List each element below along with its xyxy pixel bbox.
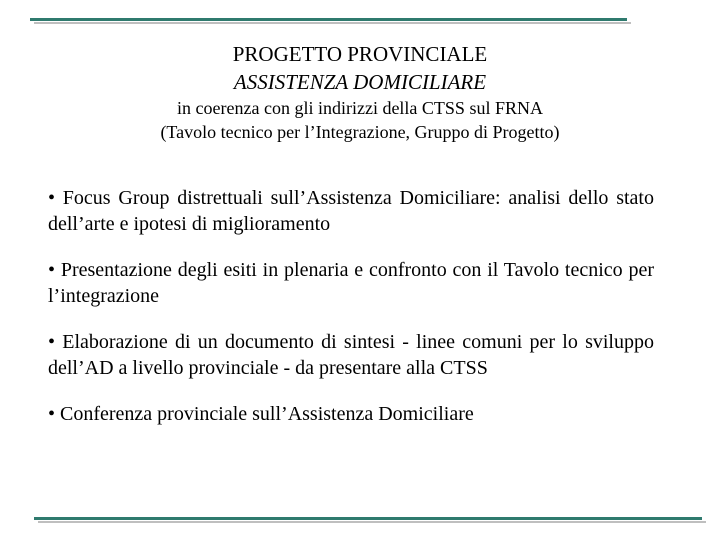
bullet-item: • Conferenza provinciale sull’Assistenza Domiciliare: [48, 403, 474, 425]
bullet-item: • Elaborazione di un documento di sintesi - linee comuni per lo sviluppo dell’AD a livello provinciale - da presentare alla CTSS: [48, 331, 654, 379]
bottom-rule-shadow: [38, 521, 706, 523]
bottom-rule: [34, 517, 702, 520]
slide-header: [60, 40, 660, 144]
slide-context-line: in coerenza con gli indirizzi della CTSS sul FRNA: [177, 98, 543, 118]
bullet-item: • Focus Group distrettuali sull’Assistenza Domiciliare: analisi dello stato dell’arte e ipotesi di miglioramento: [48, 187, 654, 235]
slide-source-line: (Tavolo tecnico per l’Integrazione, Gruppo di Progetto): [160, 122, 560, 142]
top-rule-shadow: [34, 22, 631, 24]
slide-title: PROGETTO PROVINCIALE: [232, 42, 488, 66]
bullet-list: [48, 185, 654, 427]
bullet-item: • Presentazione degli esiti in plenaria e confronto con il Tavolo tecnico per l’integrazione: [48, 259, 654, 307]
slide-subtitle: ASSISTENZA DOMICILIARE: [233, 70, 487, 94]
top-rule: [30, 18, 627, 21]
